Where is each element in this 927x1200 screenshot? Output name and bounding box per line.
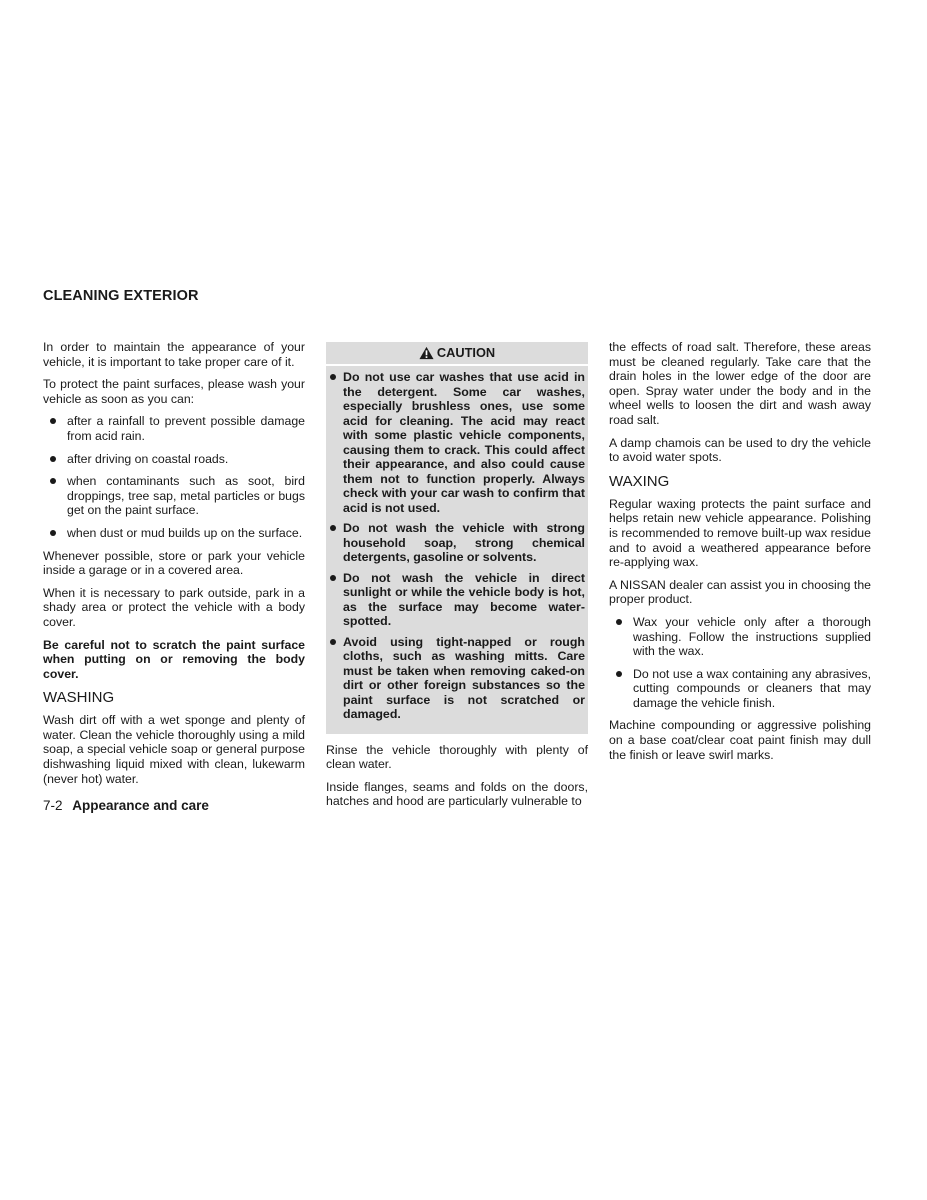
salt-paragraph: the effects of road salt. Therefore, these areas must be cleaned regularly. Take care that the drain holes in the lower edge of the door are open. Spray water under the body and in the wheel wells to loosen the dirt and wash away road salt. <box>609 340 871 427</box>
chamois-paragraph: A damp chamois can be used to dry the vehicle to avoid water spots. <box>609 435 871 465</box>
waxing-heading: WAXING <box>609 472 670 490</box>
flanges-paragraph: Inside flanges, seams and folds on the doors, hatches and hood are particularly vulnerable to <box>326 779 588 809</box>
list-item: after a rainfall to prevent possible damage from acid rain. <box>43 414 305 443</box>
careful-paragraph: Be careful not to scratch the paint surface when putting on or removing the body cover. <box>43 637 305 681</box>
wash-timing-list <box>43 414 305 540</box>
protect-paragraph: To protect the paint surfaces, please wash your vehicle as soon as you can: <box>43 377 305 406</box>
caution-list <box>326 370 588 722</box>
list-item: after driving on coastal roads. <box>43 452 305 467</box>
caution-item: Do not wash the vehicle with strong household soap, strong chemical detergents, gasoline or solvents. <box>326 521 588 565</box>
caution-item: Avoid using tight-napped or rough cloths, such as washing mitts. Care must be taken when removing caked-on dirt or other foreign substances so the paint surface is not scratched or damaged. <box>326 635 588 722</box>
washing-paragraph: Wash dirt off with a wet sponge and plenty of water. Clean the vehicle thoroughly using a mild soap, a special vehicle soap or general purpose dishwashing liquid mixed with clean, lukewarm (never hot) water. <box>43 713 305 786</box>
column-3 <box>609 340 871 770</box>
page-number: 7-2 <box>43 798 63 813</box>
warning-triangle-icon <box>419 346 434 360</box>
outside-paragraph: When it is necessary to park outside, park in a shady area or protect the vehicle with a body cover. <box>43 585 305 629</box>
list-item: Do not use a wax containing any abrasives, cutting compounds or cleaners that may damage the vehicle finish. <box>609 667 871 711</box>
waxing-paragraph: Regular waxing protects the paint surface and helps retain new vehicle appearance. Polishing is recommended to remove built-up wax residue and to avoid a weathered appearance before re-applying wax. <box>609 496 871 570</box>
section-title: CLEANING EXTERIOR <box>43 288 199 304</box>
caution-item: Do not use car washes that use acid in the detergent. Some car washes, especially brushless ones, use some acid for cleaning. The acid may react with some plastic vehicle components, causing them to crack. This could affect their appearance, and also could cause them not to function properly. Always check with your car wash to confirm that acid is not used. <box>326 370 588 515</box>
wax-tips-list <box>609 615 871 711</box>
list-item: Wax your vehicle only after a thorough washing. Follow the instructions supplied with the wax. <box>609 615 871 659</box>
list-item: when contaminants such as soot, bird droppings, tree sap, metal particles or bugs get on the paint surface. <box>43 474 305 518</box>
dealer-paragraph: A NISSAN dealer can assist you in choosing the proper product. <box>609 577 871 607</box>
caution-label: CAUTION <box>436 344 496 360</box>
column-2 <box>326 342 588 817</box>
page-footer <box>43 798 209 813</box>
footer-section-title: Appearance and care <box>72 798 209 813</box>
caution-item: Do not wash the vehicle in direct sunlight or while the vehicle body is hot, as the surface may become water-spotted. <box>326 571 588 629</box>
garage-paragraph: Whenever possible, store or park your vehicle inside a garage or in a covered area. <box>43 548 305 578</box>
washing-heading: WASHING <box>43 689 115 707</box>
caution-box <box>326 342 588 734</box>
column-1 <box>43 340 305 794</box>
compounding-paragraph: Machine compounding or aggressive polishing on a base coat/clear coat paint finish may dull the finish or leave swirl marks. <box>609 718 871 762</box>
caution-header <box>326 342 588 366</box>
list-item: when dust or mud builds up on the surface. <box>43 526 305 541</box>
rinse-paragraph: Rinse the vehicle thoroughly with plenty of clean water. <box>326 742 588 772</box>
intro-paragraph: In order to maintain the appearance of your vehicle, it is important to take proper care of it. <box>43 340 305 369</box>
